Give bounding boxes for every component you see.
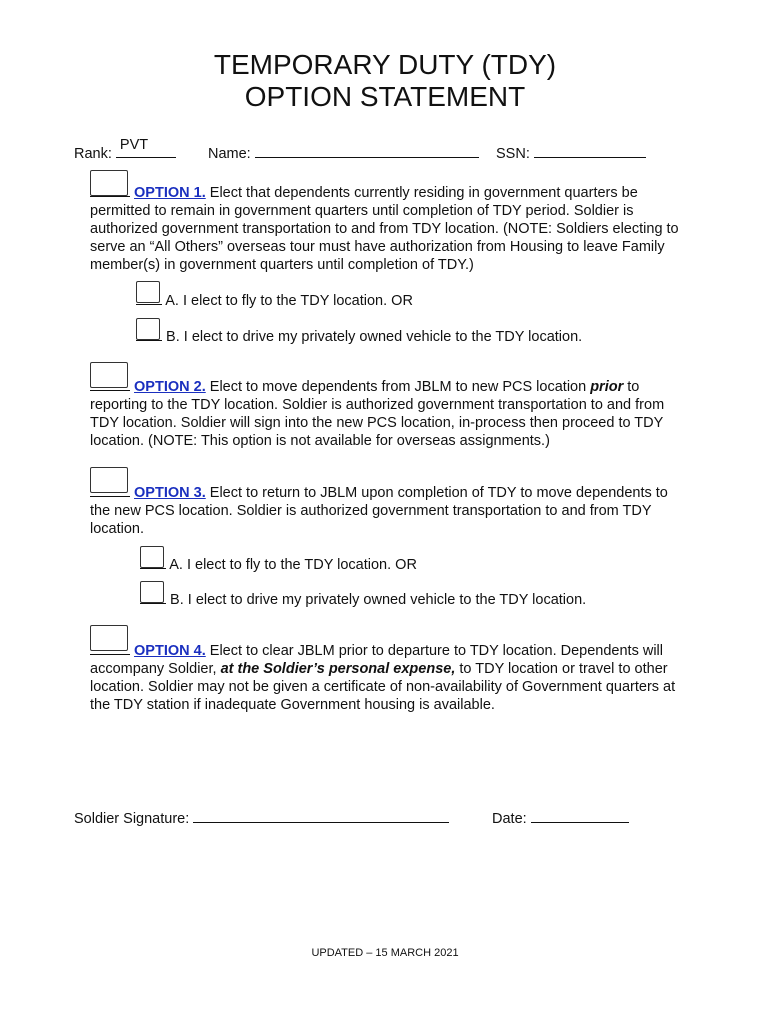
option-4-text-after: to TDY location or travel to other location. Soldier may not be given a certificate of non-availability of Government quarters at the TDY station if inadequate Government housing is available. — [90, 661, 676, 713]
option-3b-text: B. I elect to drive my privately owned vehicle to the TDY location. — [170, 592, 587, 608]
option-3-label: OPTION 3. — [134, 485, 206, 501]
rank-label: Rank: — [74, 146, 112, 162]
option-4-emphasis: at the Soldier’s personal expense, — [220, 661, 456, 677]
ssn-input[interactable] — [534, 143, 646, 158]
option-2-blank — [90, 377, 130, 391]
option-2-label: OPTION 2. — [134, 379, 206, 395]
option-3-paragraph — [90, 483, 690, 538]
option-1-label: OPTION 1. — [134, 185, 206, 201]
signature-field — [74, 808, 449, 827]
option-2-text-before: Elect to move dependents from JBLM to new PCS location — [205, 379, 591, 395]
option-3a-line — [140, 555, 417, 574]
option-2-text-after: to reporting to the TDY location. Soldier is authorized government transportation to and from TDY location. Soldier will sign into the new PCS location, in-process then proceed to TDY location. (NOTE: This option is not available for overseas assignments.) — [90, 379, 665, 449]
option-1a-text: A. I elect to fly to the TDY location. OR — [165, 293, 413, 309]
option-3-text: Elect to return to JBLM upon completion of TDY to move dependents to the new PCS location. Soldier is authorized government transportation to and from TDY location. — [90, 485, 668, 537]
option-1b-blank — [136, 327, 162, 341]
option-3a-blank — [140, 555, 166, 569]
option-4-blank — [90, 641, 130, 655]
rank-value: PVT — [119, 137, 149, 153]
option-1a-blank — [136, 291, 162, 305]
option-3b-line — [140, 590, 586, 609]
option-1-blank — [90, 183, 130, 197]
option-2-emphasis: prior — [590, 379, 624, 395]
signature-label: Soldier Signature: — [74, 811, 190, 827]
option-4-text-before: Elect to clear JBLM prior to departure to TDY location. Dependents will accompany Soldier, — [90, 643, 663, 677]
signature-input[interactable] — [193, 808, 449, 823]
ssn-label: SSN: — [496, 146, 530, 162]
option-1b-line — [136, 327, 582, 346]
option-3a-text: A. I elect to fly to the TDY location. OR — [169, 557, 417, 573]
option-1-paragraph — [90, 183, 690, 274]
rank-field — [74, 137, 176, 162]
date-input[interactable] — [531, 808, 629, 823]
option-1a-line — [136, 291, 413, 310]
option-4-paragraph — [90, 641, 690, 714]
option-1-text: Elect that dependents currently residing in government quarters be permitted to remain in government quarters until completion of TDY period. Soldier is authorized government transportation to and from TDY location. (NOTE: Soldiers electing to serve an “All Others” overseas tour must have authorization from Housing to leave Family member(s) in government quarters until completion of TDY.) — [90, 185, 679, 273]
ssn-field — [496, 143, 646, 162]
updated-footer: UPDATED – 15 MARCH 2021 — [311, 947, 459, 959]
name-input[interactable] — [255, 143, 479, 158]
option-3b-blank — [140, 590, 166, 604]
option-2-paragraph — [90, 377, 690, 450]
document-title-line-1: TEMPORARY DUTY (TDY) — [213, 49, 557, 80]
name-label: Name: — [208, 146, 251, 162]
rank-input[interactable] — [116, 137, 176, 158]
document-title-line-2: OPTION STATEMENT — [244, 81, 526, 112]
date-field — [492, 808, 629, 827]
option-3-blank — [90, 483, 130, 497]
date-label: Date: — [492, 811, 527, 827]
name-field — [208, 143, 479, 162]
option-1b-text: B. I elect to drive my privately owned vehicle to the TDY location. — [166, 329, 583, 345]
option-4-label: OPTION 4. — [134, 643, 206, 659]
